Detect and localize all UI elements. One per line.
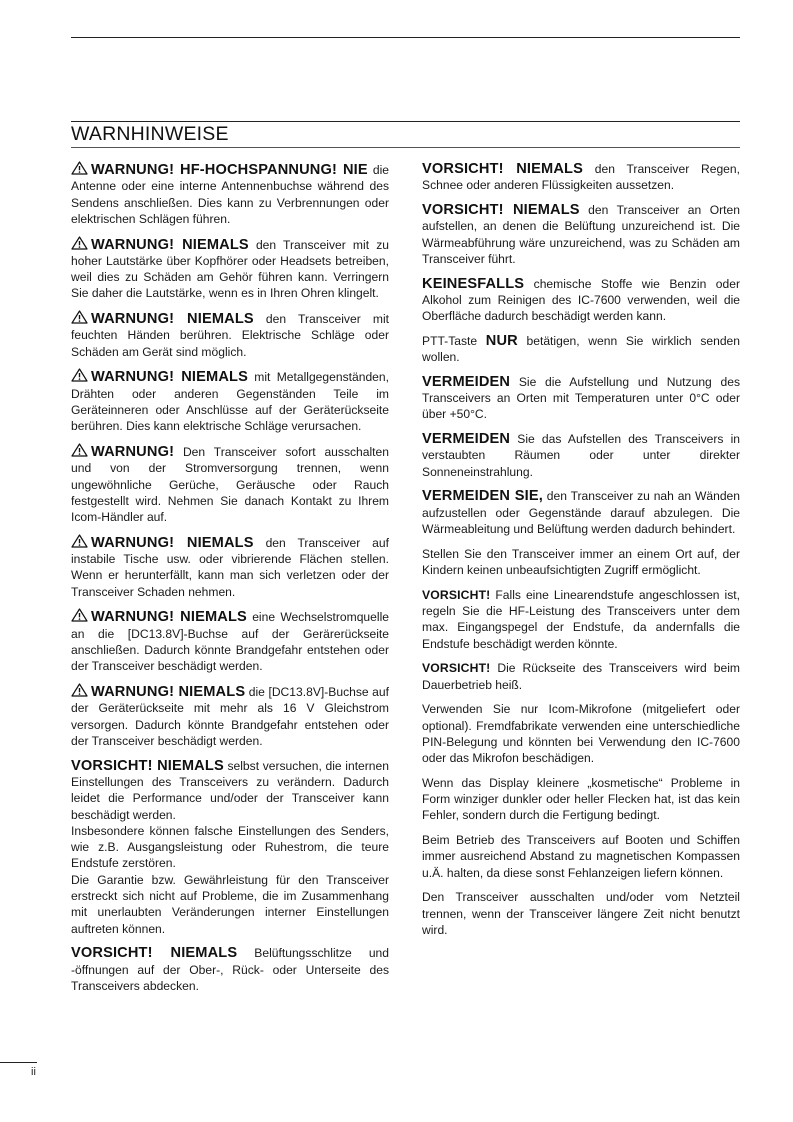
warning-keyword: WARNUNG! NIEMALS xyxy=(91,534,254,551)
warning-text: betätigen, wenn Sie wirklich senden wollen. xyxy=(422,333,741,365)
warning-paragraph xyxy=(422,660,740,693)
warning-text: den Transceiver an Orten aufstellen, an denen die Belüftung unzureichend ist. Die Wärmeabführung wäre unzureichend, was zu Schäden am Transceiver führt. xyxy=(422,202,740,266)
right-column xyxy=(422,161,740,947)
warning-paragraph xyxy=(71,368,389,434)
warning-triangle-icon xyxy=(71,683,88,697)
warning-paragraph xyxy=(422,333,740,366)
warning-text: eine Wechselstromquelle an die [DC13.8V]-Buchse auf der Gerärerückseite anschließen. Dadurch könnte Brandgefahr entstehen oder der Transceiver beschädigt werden. xyxy=(71,610,389,674)
footer-rule xyxy=(0,1062,37,1063)
warning-paragraph xyxy=(71,310,389,360)
warning-keyword: VERMEIDEN xyxy=(422,431,511,448)
warning-keyword: VERMEIDEN xyxy=(422,373,511,390)
warning-triangle-icon xyxy=(71,310,88,324)
warning-paragraph xyxy=(422,775,740,824)
warning-paragraph xyxy=(422,276,740,325)
warning-keyword: VORSICHT! xyxy=(422,587,491,602)
warning-paragraph xyxy=(422,202,740,267)
warning-triangle-icon xyxy=(71,608,88,622)
warning-paragraph xyxy=(422,587,740,652)
warning-paragraph xyxy=(71,683,389,749)
warning-text: mit Metallgegenständen, Drähten oder anderen Gegenständen Teile im Geräteinneren oder Anschlüsse auf der Geräterückseite berühren. Dies kann elektrische Schläge verursachen. xyxy=(71,370,389,434)
warning-keyword: WARNUNG! NIEMALS xyxy=(91,609,247,626)
left-column xyxy=(71,161,389,1003)
warning-continuation: Die Garantie bzw. Gewährleistung für den Transceiver erstreckt sich nicht auf Probleme, die im Zusammenhang mit unerlaubten Veränderungen interner Einstellungen auftreten können. xyxy=(71,872,389,936)
warning-paragraph xyxy=(422,832,740,881)
warning-triangle-icon xyxy=(71,368,88,382)
warning-paragraph xyxy=(71,236,389,302)
warning-paragraph xyxy=(71,534,389,600)
warning-paragraph xyxy=(422,161,740,194)
warning-text: die Antenne oder eine interne Antennenbuchse während des Sendens anschließen. Dies kann zu Verbrennungen oder elektrischen Schlägen führen. xyxy=(71,163,389,226)
warning-keyword: WARNUNG! NIEMALS xyxy=(91,369,248,386)
warning-text: Die Rückseite des Transceivers wird beim Dauerbetrieb heiß. xyxy=(422,661,740,692)
top-rule xyxy=(71,37,740,38)
warning-keyword: WARNUNG! xyxy=(91,444,175,461)
warning-continuation: Insbesondere können falsche Einstellungen des Senders, wie z.B. Ausgangsleistung oder Ruhestrom, die teure Endstufe zerstören. xyxy=(71,823,389,871)
warning-text: Falls eine Linearendstufe angeschlossen ist, regeln Sie die HF-Leistung des Transceivers unter dem max. Eingangspegel der Endstufe, da andernfalls die Endstufe beschädigt werden könnte. xyxy=(422,587,740,651)
warning-keyword: KEINESFALLS xyxy=(422,275,525,292)
warning-text: den Transceiver mit zu hoher Lautstärke über Kopfhörer oder Headsets betreiben, weil dies zu Schäden am Gehör führen kann. Verringern Sie daher die Lautstärke, wenn es in Ihren Ohren klingelt. xyxy=(71,237,389,301)
warning-keyword: NUR xyxy=(485,332,518,349)
warning-keyword: WARNUNG! NIEMALS xyxy=(91,236,249,253)
warning-text: Beim Betrieb des Transceivers auf Booten und Schiffen immer ausreichend Abstand zu magnetischen Kompassen u.Ä. halten, da diese sonst Fehlanzeigen liefern können. xyxy=(422,833,740,880)
warning-paragraph xyxy=(422,889,740,938)
warning-text: chemische Stoffe wie Benzin oder Alkohol zum Reinigen des IC-7600 verwenden, weil die Oberfläche dadurch beschädigt werden kann. xyxy=(422,276,740,324)
page-number: ii xyxy=(31,1066,36,1078)
warning-keyword: VORSICHT! NIEMALS xyxy=(422,201,580,218)
warning-text: Den Transceiver ausschalten und/oder vom Netzteil trennen, wenn der Transceiver längere Zeit nicht benutzt wird. xyxy=(422,890,740,937)
warning-keyword: VERMEIDEN SIE, xyxy=(422,488,543,505)
warning-keyword: VORSICHT! NIEMALS xyxy=(71,757,224,774)
warning-text: den Transceiver zu nah an Wänden aufzustellen oder Gegenstände darauf abzulegen. Die Wärmeableitung und Belüftung werden dadurch behindert. xyxy=(422,489,741,536)
warning-text: selbst versuchen, die internen Einstellungen des Transceivers zu verändern. Dadurch leidet die Performance und/oder der Transceiver kann beschädigt werden. xyxy=(71,758,389,822)
warning-keyword: WARNUNG! NIEMALS xyxy=(91,684,246,701)
page-title: WARNHINWEISE xyxy=(71,121,740,148)
warning-text: Stellen Sie den Transceiver immer an einem Ort auf, der Kindern keinen unbeaufsichtigten Zugriff ermöglicht. xyxy=(422,546,740,577)
warning-keyword: WARNUNG! HF-HOCHSPANNUNG! NIE xyxy=(91,162,368,178)
warning-paragraph xyxy=(422,546,740,579)
warning-triangle-icon xyxy=(71,534,88,548)
warning-keyword: VORSICHT! NIEMALS xyxy=(71,945,238,962)
warning-text: den Transceiver auf instabile Tische usw. oder vibrierende Flächen stellen. Wenn er herunterfällt, kann man sich verletzen oder der Transceiver Schaden nehmen. xyxy=(71,535,389,599)
warning-triangle-icon xyxy=(71,236,88,250)
warning-text: Verwenden Sie nur Icom-Mikrofone (mitgeliefert oder optional). Fremdfabrikate verwenden eine unterschiedliche PIN-Belegung und könnten bei Verwendung den IC-7600 oder das Mikrofon beschädigen. xyxy=(422,702,740,766)
warning-text: den Transceiver mit feuchten Händen berühren. Elektrische Schläge oder Schäden am Gerät sind möglich. xyxy=(71,312,389,359)
warning-text: Sie das Aufstellen des Transceivers in verstaubten Räumen oder unter direkter Sonneneinstrahlung. xyxy=(422,432,740,479)
warning-keyword: VORSICHT! xyxy=(422,661,491,676)
warning-text: Belüftungsschlitze und -öffnungen auf der Ober-, Rück- oder Unterseite des Transceivers abdecken. xyxy=(71,946,390,993)
warning-text: Wenn das Display kleinere „kosmetische“ Probleme in Form winziger dunkler oder heller Flecken hat, ist das kein Fehler, sondern durch die Fertigung bedingt. xyxy=(422,775,740,823)
warning-keyword: VORSICHT! NIEMALS xyxy=(422,161,583,177)
warning-paragraph xyxy=(71,758,389,823)
warning-text: Den Transceiver sofort ausschalten und von der Stromversorgung trennen, wenn ungewöhnliche Gerüche, Geräusche oder Rauch festgestellt wird. Nehmen Sie danach Kontakt zu Ihrem Icom-Händler auf. xyxy=(71,445,389,525)
warning-paragraph xyxy=(422,488,740,537)
warning-triangle-icon xyxy=(71,161,88,175)
warning-paragraph xyxy=(71,945,389,994)
warning-paragraph xyxy=(71,161,389,227)
warning-triangle-icon xyxy=(71,443,88,457)
warning-paragraph xyxy=(422,374,740,423)
warning-paragraph xyxy=(422,431,740,480)
warning-text: den Transceiver Regen, Schnee oder anderen Flüssigkeiten aussetzen. xyxy=(422,162,740,193)
warning-keyword: WARNUNG! NIEMALS xyxy=(91,311,254,328)
paragraph-prefix: PTT-Taste xyxy=(422,333,486,348)
warning-text: Sie die Aufstellung und Nutzung des Transceivers an Orten mit Temperaturen unter 0°C oder über +50°C. xyxy=(422,374,740,422)
warning-paragraph xyxy=(422,701,740,766)
warning-paragraph xyxy=(71,608,389,674)
warning-paragraph xyxy=(71,443,389,525)
warning-text: die [DC13.8V]-Buchse auf der Geräterückseite mit mehr als 16 V Gleichstrom versorgen. Dadurch könnte Brandgefahr entstehen oder der Transceiver beschädigt werden. xyxy=(71,685,389,748)
